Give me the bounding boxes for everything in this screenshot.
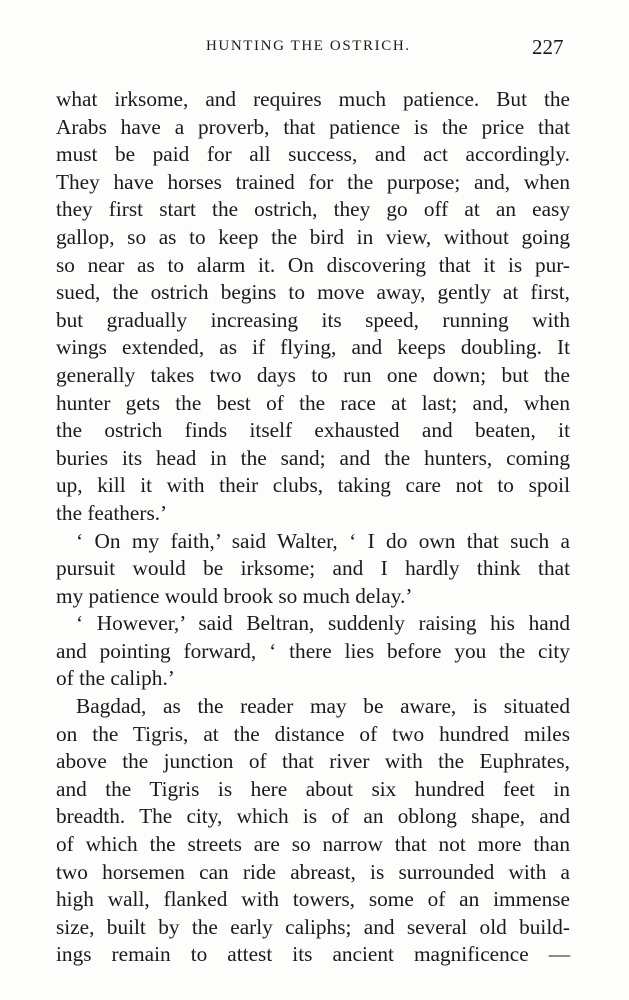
- text-line: they first start the ostrich, they go off at an easy: [56, 197, 570, 222]
- text-line: Bagdad, as the reader may be aware, is situated: [76, 694, 570, 719]
- text-line: Arabs have a proverb, that patience is the price that: [56, 114, 570, 139]
- text-line: gallop, so as to keep the bird in view, without going: [56, 224, 570, 249]
- text-line: what irksome, and requires much patience. But the: [56, 87, 570, 111]
- text-line: must be paid for all success, and act accordingly.: [56, 142, 570, 167]
- text-line: the ostrich finds itself exhausted and beaten, it: [56, 418, 570, 443]
- text-line: breadth. The city, which is of an oblong shape, and: [56, 804, 570, 829]
- text-line: ings remain to attest its ancient magnificence —: [56, 942, 570, 967]
- page-number: 227: [532, 35, 564, 59]
- text-line: size, built by the early caliphs; and several old build-: [56, 914, 570, 939]
- body-text: [56, 86, 570, 969]
- text-line: two horsemen can ride abreast, is surrounded with a: [56, 859, 570, 884]
- text-line: of which the streets are so narrow that not more than: [56, 832, 570, 857]
- text-line: and pointing forward, ‘ there lies before you the city: [56, 638, 570, 663]
- text-line: ‘ However,’ said Beltran, suddenly raising his hand: [76, 611, 570, 636]
- text-line: of the caliph.’: [56, 666, 175, 691]
- text-line: generally takes two days to run one down; but the: [56, 362, 570, 387]
- text-line: and the Tigris is here about six hundred feet in: [56, 776, 570, 801]
- text-line: so near as to alarm it. On discovering that it is pur-: [56, 252, 570, 277]
- text-line: my patience would brook so much delay.’: [56, 583, 413, 608]
- running-head: [0, 35, 629, 68]
- text-line: hunter gets the best of the race at last; and, when: [56, 390, 570, 415]
- text-line: sued, the ostrich begins to move away, gently at first,: [56, 280, 570, 305]
- text-line: They have horses trained for the purpose; and, when: [56, 169, 570, 194]
- text-line: buries its head in the sand; and the hunters, coming: [56, 445, 570, 470]
- text-line: ‘ On my faith,’ said Walter, ‘ I do own that such a: [76, 528, 570, 553]
- text-line: up, kill it with their clubs, taking care not to spoil: [56, 473, 570, 498]
- text-line: wings extended, as if flying, and keeps doubling. It: [56, 335, 570, 360]
- text-line: but gradually increasing its speed, running with: [56, 307, 570, 332]
- text-line: on the Tigris, at the distance of two hundred miles: [56, 721, 570, 746]
- text-line: pursuit would be irksome; and I hardly think that: [56, 556, 570, 581]
- text-line: high wall, flanked with towers, some of an immense: [56, 887, 570, 912]
- text-line: the feathers.’: [56, 500, 168, 525]
- running-head-title: HUNTING THE OSTRICH.: [206, 38, 411, 54]
- text-line: above the junction of that river with the Euphrates,: [56, 749, 570, 774]
